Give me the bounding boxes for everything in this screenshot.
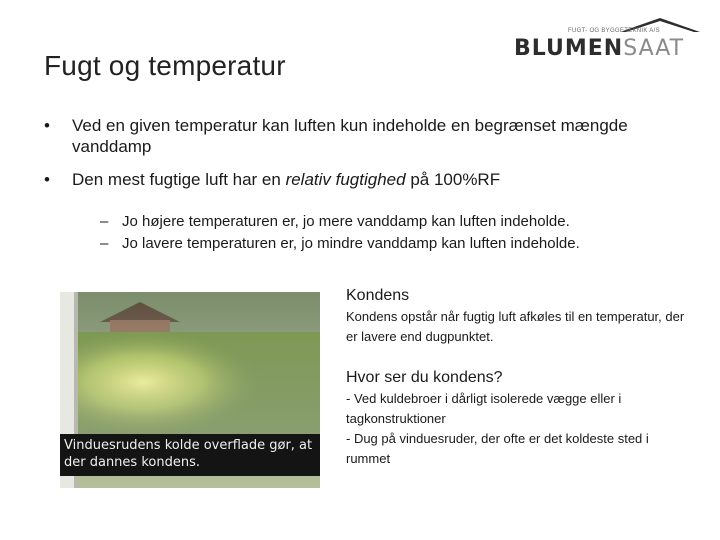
sub-bullet-text: Jo højere temperaturen er, jo mere vanddamp kan luften indeholde. <box>122 213 570 230</box>
dash-icon: – <box>100 235 109 252</box>
section-body-line: - Dug på vinduesruder, der ofte er det koldeste sted i rummet <box>346 431 649 466</box>
section-hvor-ser <box>346 369 686 469</box>
bullet-text: Ved en given temperatur kan luften kun indeholde en begrænset mængde vanddamp <box>72 116 628 156</box>
section-body-line: Kondens opstår når fugtig luft afkøles til en temperatur, der er lavere end dugpunktet. <box>346 309 685 344</box>
logo-word-dark: BLUMEN <box>514 36 624 61</box>
page-title: Fugt og temperatur <box>44 50 286 81</box>
section-heading: Hvor ser du kondens? <box>346 369 503 386</box>
bullet-list <box>44 115 694 202</box>
sub-bullet-item <box>100 211 700 233</box>
section-body-line: - Ved kuldebroer i dårligt isolerede vægge eller i tagkonstruktioner <box>346 391 622 426</box>
sub-bullet-item <box>100 233 700 255</box>
bullet-text-italic: relativ fugtighed <box>285 170 406 189</box>
sub-bullet-text: Jo lavere temperaturen er, jo mindre vanddamp kan luften indeholde. <box>122 235 580 252</box>
bullet-dot-icon: • <box>44 116 50 135</box>
bullet-text-after: på 100%RF <box>405 170 501 189</box>
dash-icon: – <box>100 213 109 230</box>
section-kondens <box>346 287 686 347</box>
bullet-item <box>44 115 694 157</box>
company-logo <box>512 18 702 68</box>
bullet-text-before: Den mest fugtige luft har en <box>72 170 286 189</box>
bullet-item <box>44 169 694 190</box>
sub-bullet-list <box>100 211 700 255</box>
logo-tagline: FUGT- OG BYGGETEKNIK A/S <box>568 28 660 34</box>
bullet-dot-icon: • <box>44 170 50 189</box>
photo-caption: Vinduesrudens kolde overflade gør, at der dannes kondens. <box>60 434 320 476</box>
logo-wordmark <box>514 36 684 61</box>
logo-word-light: SAAT <box>623 36 685 61</box>
section-heading: Kondens <box>346 287 410 304</box>
